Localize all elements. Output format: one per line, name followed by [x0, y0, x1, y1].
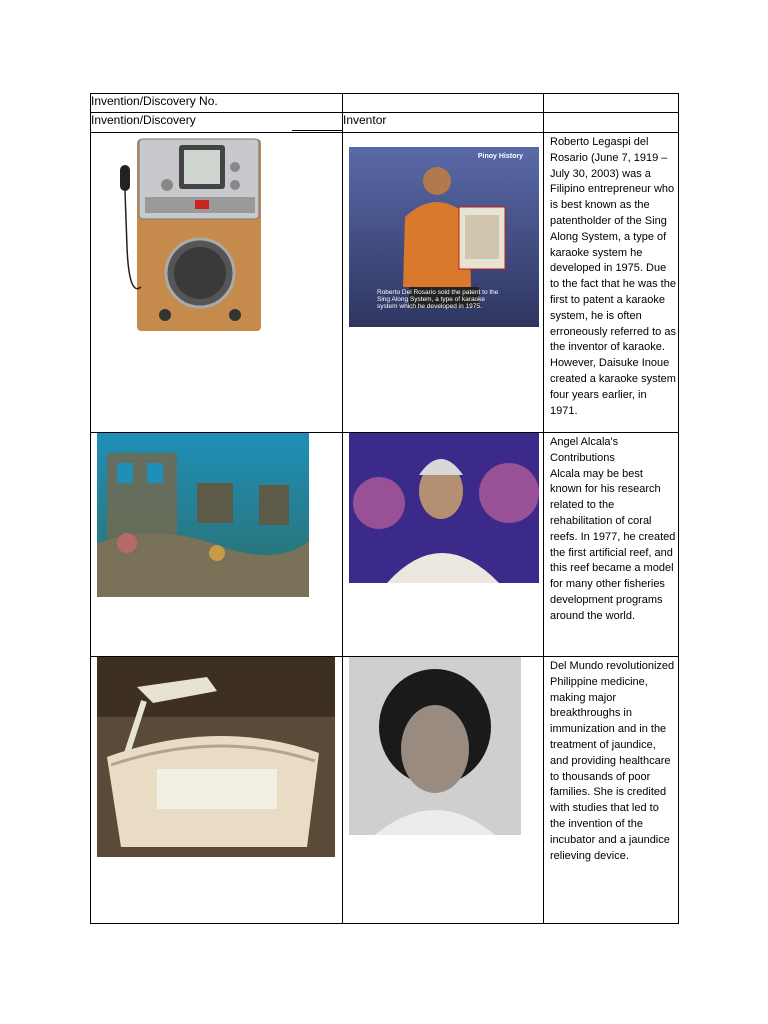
- header-row-1: [91, 94, 679, 113]
- table-row: [91, 133, 679, 433]
- inventor-cell: [343, 133, 544, 433]
- photo-caption: Roberto Del Rosario sold the patent to the Sing Along System, a type of karaoke system which he developed in 1975.: [377, 289, 499, 310]
- description-cell: Roberto Legaspi del Rosario (June 7, 1919 – July 30, 2003) was a Filipino entrepreneur who is best known as the patentholder of the Sing Along System, a type of karaoke system he developed in 1975. Due to the fact that he was the first to patent a karaoke system, he is often erroneously referred to as the inventor of karaoke. However, Daisuke Inoue created a karaoke system four years earlier, in 1971.: [544, 133, 679, 433]
- photo-badge: Pinoy History: [477, 153, 523, 160]
- header-row-2: [91, 113, 679, 133]
- header-empty-4: [544, 113, 679, 133]
- header-empty-2: [343, 94, 544, 113]
- description-title: Angel Alcala's Contributions: [550, 436, 619, 464]
- invention-cell: [91, 433, 343, 657]
- header-inventor: Inventor: [343, 113, 544, 133]
- header-underline: [292, 130, 342, 131]
- header-empty-3: [544, 94, 679, 113]
- inventions-table: [90, 93, 679, 924]
- inventor-cell: [343, 433, 544, 657]
- header-invention-no: Invention/Discovery No.: [91, 94, 343, 113]
- table-row: [91, 433, 679, 657]
- invention-cell: [91, 133, 343, 433]
- inventor-cell: [343, 657, 544, 924]
- karaoke-machine-image: [117, 137, 267, 333]
- description-cell: [544, 433, 679, 657]
- artificial-reef-image: [97, 433, 309, 597]
- description-text: Alcala may be best known for his research related to the rehabilitation of coral reefs. In 1977, he created the first artificial reef, and this reef became a model for many other fisheries development programs around the world.: [550, 467, 676, 622]
- invention-cell: [91, 657, 343, 924]
- description-cell: Del Mundo revolutionized Philippine medicine, making major breakthroughs in immunization and in the treatment of jaundice, and providing healthcare to thousands of poor families. She is credited with studies that led to the invention of the incubator and a jaundice relieving device.: [544, 657, 679, 924]
- inventor-photo: [349, 433, 539, 583]
- incubator-image: [97, 657, 335, 857]
- table-row: [91, 657, 679, 924]
- inventor-photo: [349, 657, 521, 835]
- header-invention: Invention/Discovery: [91, 113, 343, 133]
